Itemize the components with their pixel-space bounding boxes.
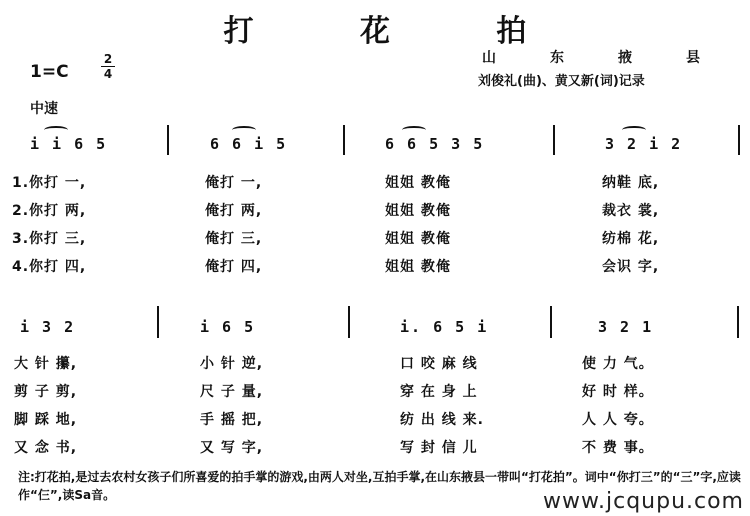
lyric: 2.你打 两, <box>12 203 87 219</box>
measure-2-2: i 6 5 <box>200 318 256 336</box>
measure-1-3: 6 6 5 3 5 <box>385 135 485 153</box>
barline <box>738 125 740 155</box>
measure-1-4: 3 2 i 2 <box>605 135 683 153</box>
barline <box>167 125 169 155</box>
footnote: 注:打花拍,是过去农村女孩子们所喜爱的拍手掌的游戏,由两人对坐,互拍手掌,在山东掖县一带叫“打花拍”。词中“你打三”的“三”字,应读作“仨”,读Sa音。 <box>18 470 741 502</box>
time-signature <box>101 53 115 80</box>
slur <box>402 126 426 134</box>
barline <box>343 125 345 155</box>
lyric: 姐姐 教俺 <box>385 231 451 247</box>
lyric: 姐姐 教俺 <box>385 203 451 219</box>
lyric: 姐姐 教俺 <box>385 175 451 191</box>
barline <box>348 306 350 338</box>
lyric: 剪 子 剪, <box>14 384 78 400</box>
lyric: 俺打 四, <box>205 259 263 275</box>
barline <box>550 306 552 338</box>
lyric: 又 写 字, <box>200 440 264 456</box>
lyric: 纳鞋 底, <box>602 175 660 191</box>
credit-region: 山 东 掖 县 <box>482 50 700 66</box>
lyric: 裁衣 裳, <box>602 203 660 219</box>
watermark: www.jcqupu.com <box>543 489 744 514</box>
slur <box>622 126 646 134</box>
lyric: 纺 出 线 来. <box>400 412 484 428</box>
meter-bottom: 4 <box>103 67 113 81</box>
lyric: 写 封 信 儿 <box>400 440 478 456</box>
lyric: 纺棉 花, <box>602 231 660 247</box>
key-signature: 1=C <box>30 62 69 82</box>
lyric: 3.你打 三, <box>12 231 87 247</box>
barline <box>737 306 739 338</box>
lyric: 不 费 事。 <box>582 440 654 456</box>
measure-2-1: i 3 2 <box>20 318 76 336</box>
slur <box>44 126 68 134</box>
lyric: 大 针 攥, <box>14 356 78 372</box>
lyric: 使 力 气。 <box>582 356 654 372</box>
lyric: 4.你打 四, <box>12 259 87 275</box>
barline <box>157 306 159 338</box>
measure-2-3: i. 6 5 i <box>400 318 489 336</box>
measure-1-1: i i 6 5 <box>30 135 108 153</box>
measure-1-2: 6 6 i 5 <box>210 135 288 153</box>
lyric: 又 念 书, <box>14 440 78 456</box>
lyric: 尺 子 量, <box>200 384 264 400</box>
lyric: 人 人 夸。 <box>582 412 654 428</box>
tempo-marking: 中速 <box>30 101 58 117</box>
lyric: 手 摇 把, <box>200 412 264 428</box>
lyric: 姐姐 教俺 <box>385 259 451 275</box>
lyric: 小 针 逆, <box>200 356 264 372</box>
song-title: 打 花 拍 <box>223 14 575 49</box>
lyric: 1.你打 一, <box>12 175 87 191</box>
lyric: 穿 在 身 上 <box>400 384 478 400</box>
lyric: 俺打 一, <box>205 175 263 191</box>
lyric: 俺打 两, <box>205 203 263 219</box>
lyric: 脚 踩 地, <box>14 412 78 428</box>
lyric: 会识 字, <box>602 259 660 275</box>
lyric: 口 咬 麻 线 <box>400 356 478 372</box>
lyric: 俺打 三, <box>205 231 263 247</box>
lyric: 好 时 样。 <box>582 384 654 400</box>
measure-2-4: 3 2 1 <box>598 318 654 336</box>
meter-top: 2 <box>103 52 113 66</box>
barline <box>553 125 555 155</box>
slur <box>232 126 256 134</box>
credit-authors: 刘俊礼(曲)、黄又新(词)记录 <box>478 74 645 89</box>
